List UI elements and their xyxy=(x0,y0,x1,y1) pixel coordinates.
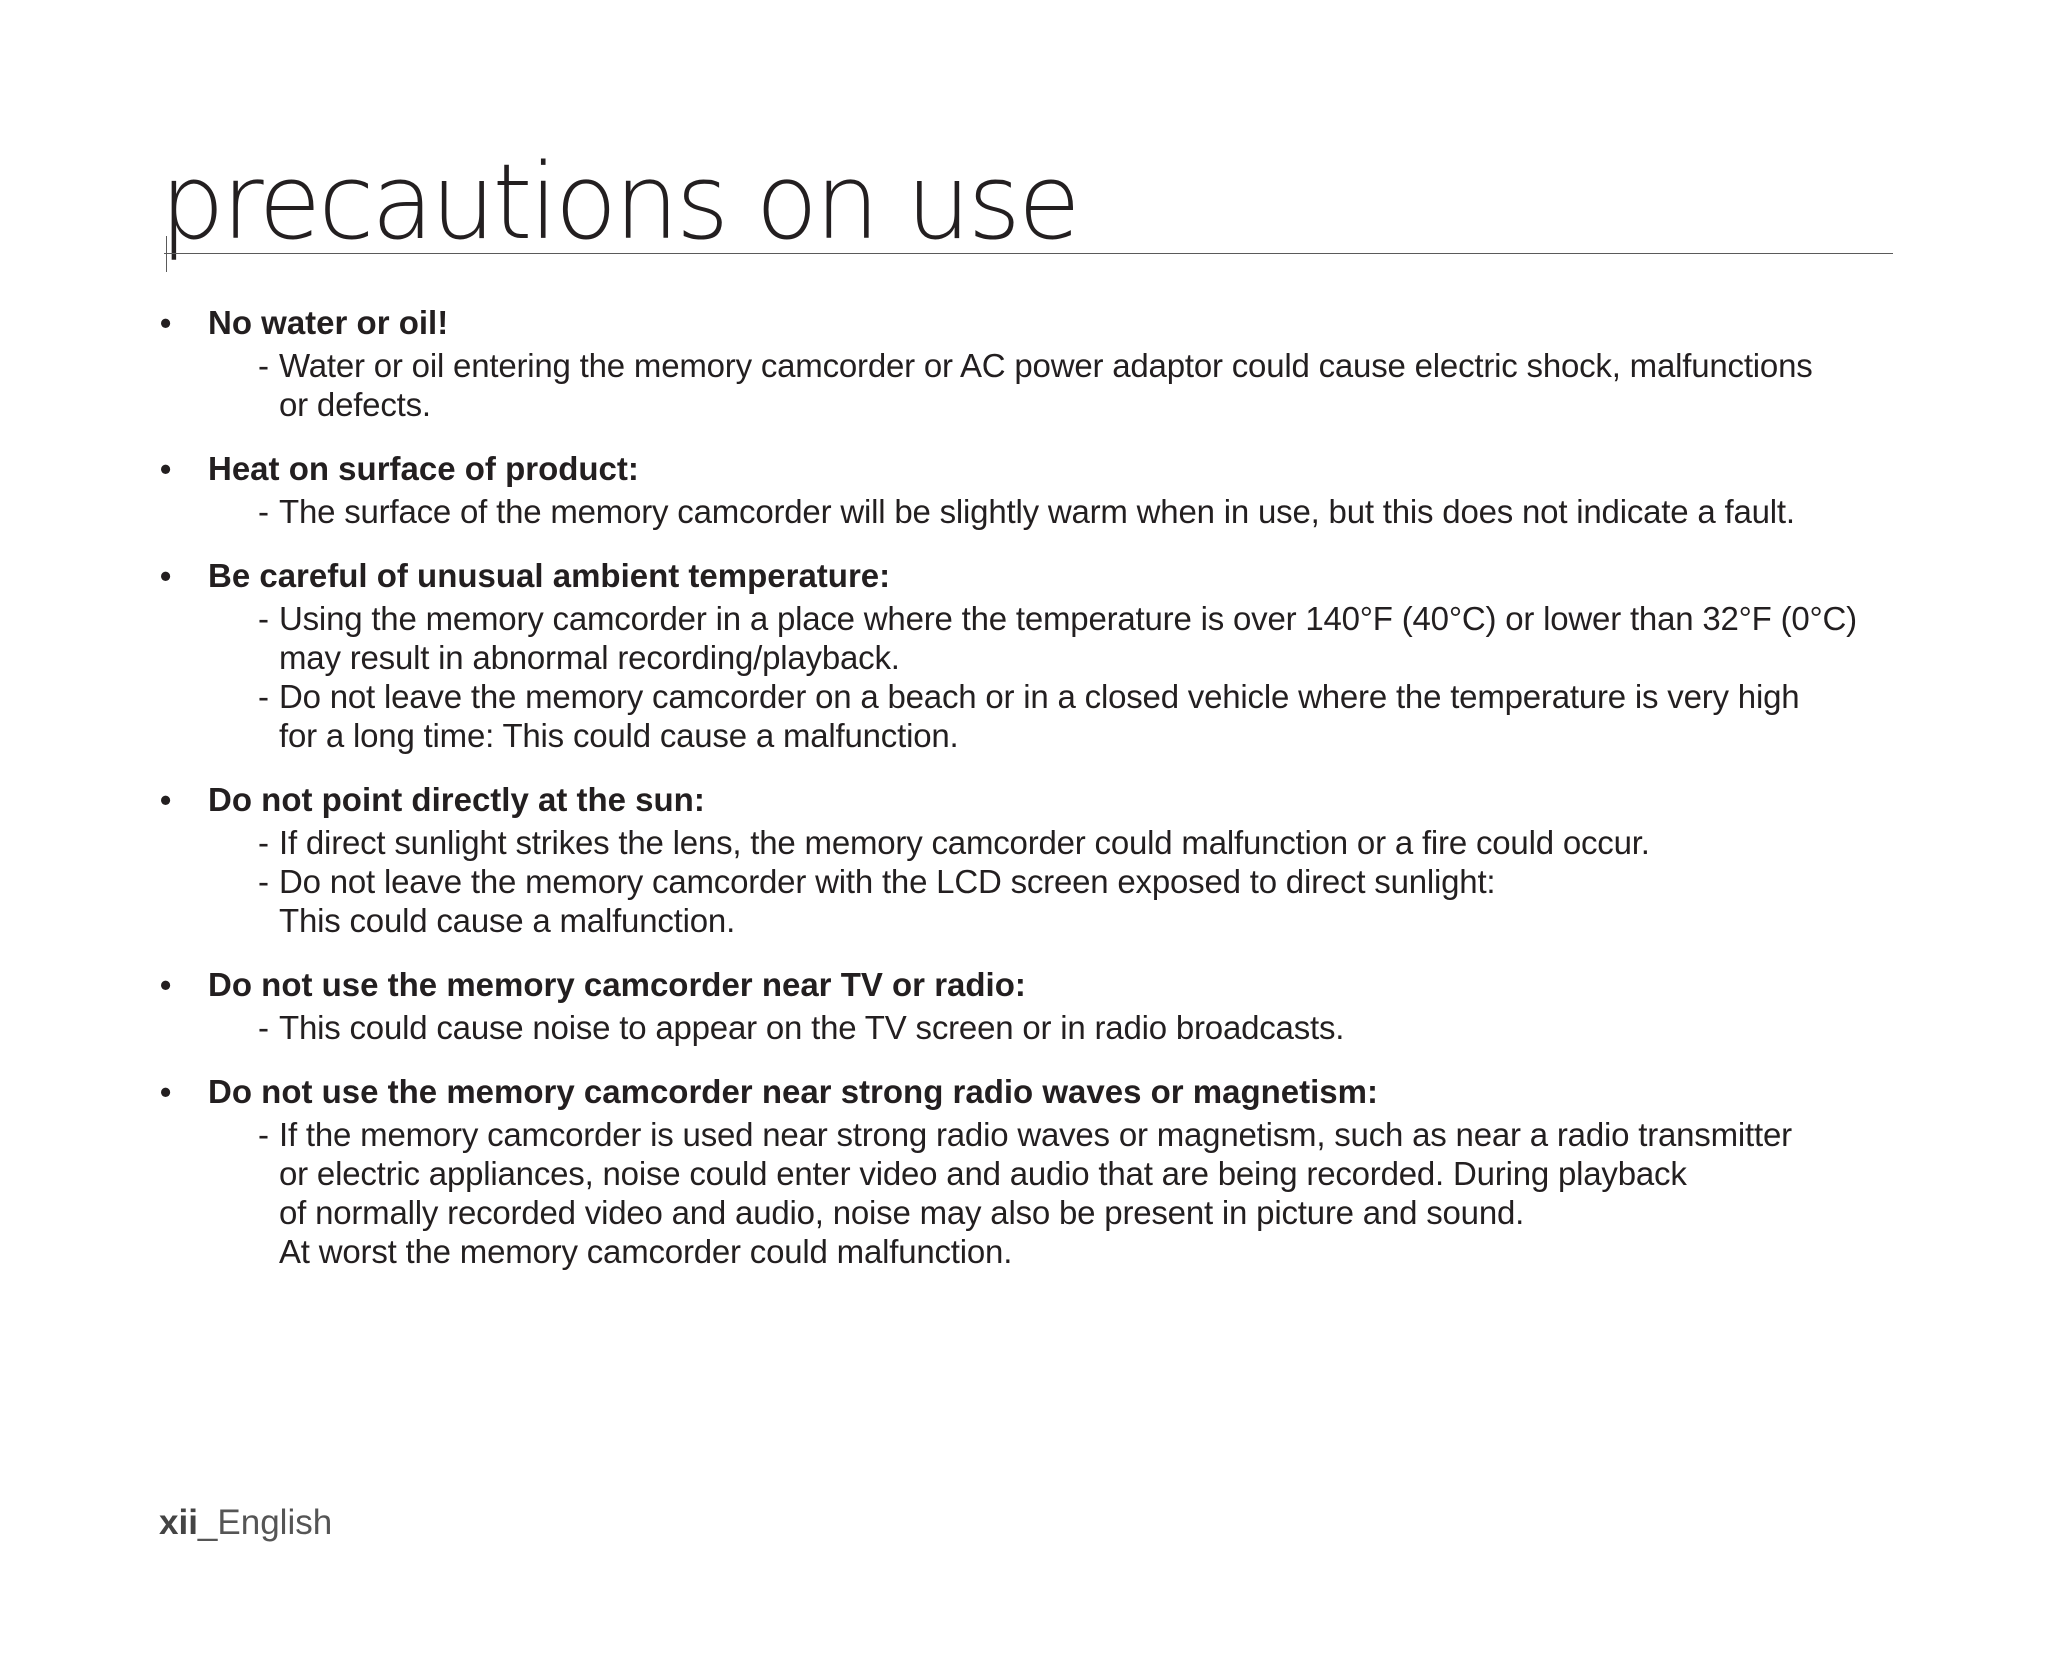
dash-marker: - xyxy=(258,493,269,530)
precaution-items xyxy=(0,823,2048,940)
precaution-text-line: may result in abnormal recording/playback. xyxy=(279,639,900,676)
precaution-items xyxy=(0,599,2048,755)
title-rule-tick xyxy=(166,236,167,272)
precaution-section xyxy=(0,1069,2048,1271)
precaution-text-line: or electric appliances, noise could enter video and audio that are being recorded. During playback xyxy=(279,1155,1687,1192)
bullet-icon: • xyxy=(160,782,172,818)
precaution-text-line: Do not leave the memory camcorder with the LCD screen exposed to direct sunlight: xyxy=(279,863,1496,900)
precaution-text-line: Do not leave the memory camcorder on a beach or in a closed vehicle where the temperature is very high xyxy=(279,678,1800,715)
footer-language: English xyxy=(217,1503,333,1542)
bullet-icon: • xyxy=(160,451,172,487)
precaution-item xyxy=(0,599,2048,677)
precaution-items xyxy=(0,346,2048,424)
bullet-icon: • xyxy=(160,305,172,341)
precaution-text-line: This could cause a malfunction. xyxy=(279,902,736,939)
precaution-text-line: The surface of the memory camcorder will be slightly warm when in use, but this does not indicate a fault. xyxy=(279,493,1795,530)
footer-separator: _ xyxy=(197,1503,218,1542)
precaution-text-line: or defects. xyxy=(279,386,431,423)
precaution-heading: Do not point directly at the sun: xyxy=(208,781,705,818)
dash-marker: - xyxy=(258,1009,269,1046)
dash-marker: - xyxy=(258,1116,269,1153)
precaution-text-line: At worst the memory camcorder could malfunction. xyxy=(279,1233,1013,1270)
precaution-text-line: If the memory camcorder is used near strong radio waves or magnetism, such as near a radio transmitter xyxy=(279,1116,1792,1153)
precaution-item xyxy=(0,346,2048,424)
page-footer xyxy=(159,1503,332,1543)
precautions-list xyxy=(0,300,2048,1293)
precaution-item xyxy=(0,823,2048,862)
precaution-items xyxy=(0,1008,2048,1047)
precaution-heading: Do not use the memory camcorder near strong radio waves or magnetism: xyxy=(208,1073,1378,1110)
precaution-section xyxy=(0,300,2048,424)
precaution-section xyxy=(0,962,2048,1047)
dash-marker: - xyxy=(258,824,269,861)
bullet-icon: • xyxy=(160,967,172,1003)
precaution-text-line: for a long time: This could cause a malfunction. xyxy=(279,717,959,754)
precaution-text-line: Using the memory camcorder in a place where the temperature is over 140°F (40°C) or lower than 32°F (0°C) xyxy=(279,600,1857,637)
precaution-items xyxy=(0,492,2048,531)
precaution-items xyxy=(0,1115,2048,1271)
dash-marker: - xyxy=(258,600,269,637)
bullet-icon: • xyxy=(160,1074,172,1110)
precaution-item xyxy=(0,677,2048,755)
page-title: precautions on use xyxy=(160,141,1078,263)
precaution-section xyxy=(0,553,2048,755)
precaution-item xyxy=(0,1008,2048,1047)
dash-marker: - xyxy=(258,347,269,384)
precaution-heading: No water or oil! xyxy=(208,304,449,341)
precaution-section xyxy=(0,777,2048,940)
precaution-heading: Do not use the memory camcorder near TV or radio: xyxy=(208,966,1026,1003)
page-number: xii xyxy=(159,1503,198,1542)
dash-marker: - xyxy=(258,863,269,900)
dash-marker: - xyxy=(258,678,269,715)
precaution-text-line: of normally recorded video and audio, noise may also be present in picture and sound. xyxy=(279,1194,1525,1231)
precaution-text-line: Water or oil entering the memory camcorder or AC power adaptor could cause electric shock, malfunctions xyxy=(279,347,1813,384)
precaution-text-line: This could cause noise to appear on the TV screen or in radio broadcasts. xyxy=(279,1009,1345,1046)
precaution-text-line: If direct sunlight strikes the lens, the memory camcorder could malfunction or a fire could occur. xyxy=(279,824,1650,861)
title-rule xyxy=(164,253,1893,254)
precaution-item xyxy=(0,862,2048,940)
precaution-heading: Be careful of unusual ambient temperature: xyxy=(208,557,891,594)
bullet-icon: • xyxy=(160,558,172,594)
precaution-heading: Heat on surface of product: xyxy=(208,450,639,487)
precaution-item xyxy=(0,492,2048,531)
precaution-item xyxy=(0,1115,2048,1271)
precaution-section xyxy=(0,446,2048,531)
